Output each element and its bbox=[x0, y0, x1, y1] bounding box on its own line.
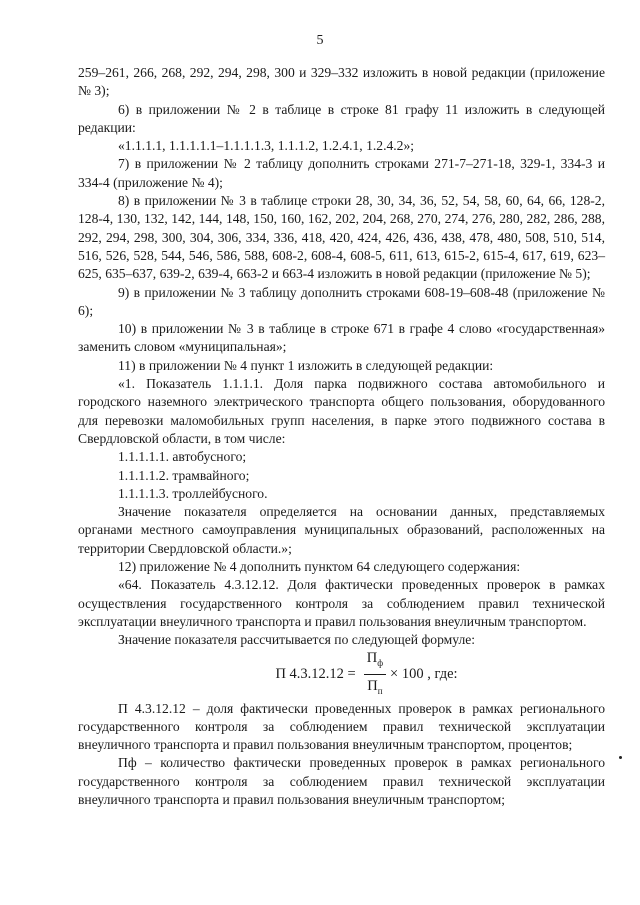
paragraph-indicator-1: «1. Показатель 1.1.1.1. Доля парка подвижного состава автомобильного и городского наземного электрического транспорта общего пользования, оборудованного для перевозки маломобильных групп населения, в парке этого подвижного состава в Свердловской области, в том числе: bbox=[78, 376, 605, 446]
numerator-symbol: П bbox=[366, 650, 378, 667]
paragraph-item-6: 6) в приложении № 2 в таблице в строке 81 графу 11 изложить в следующей редакции: bbox=[78, 101, 605, 135]
denominator-symbol: П bbox=[367, 678, 378, 694]
denominator-subscript: п bbox=[377, 685, 383, 696]
paragraph-item-6-quote: «1.1.1.1, 1.1.1.1.1–1.1.1.1.3, 1.1.1.2, 1.2.4.1, 1.2.4.2»; bbox=[118, 138, 415, 154]
formula-numerator bbox=[364, 649, 386, 675]
document-body bbox=[78, 64, 605, 809]
page-number: 5 bbox=[316, 33, 324, 48]
definition-pf: Пф – количество фактически проведенных проверок в рамках регионального государственного контроля за соблюдением правил технической эксплуатации внеуличного транспорта и правил пользования внеуличным транспортом; bbox=[78, 755, 605, 807]
list-item-tram: 1.1.1.1.2. трамвайного; bbox=[118, 467, 250, 483]
paragraph-item-8: 8) в приложении № 3 в таблице строки 28, 30, 34, 36, 52, 54, 58, 60, 64, 66, 128-2, 128-4, 130, 132, 142, 144, 148, 150, 160, 162, 202, 204, 268, 270, 274, 276, 280, 282, 286, 288, 292, 294, 298, 300, 304, 306, 334, 336, 418, 420, 424, 426, 436, 438, 478, 480, 508, 510, 514, 516, 526, 528, 544, 546, 586, 588, 608-2, 608-4, 608-5, 611, 613, 615-2, 615-4, 617, 619, 623–625, 635–637, 639-2, 639-4, 663-2 и 663-4 изложить в новой редакции (приложение № 5); bbox=[78, 193, 605, 282]
formula-denominator bbox=[364, 675, 385, 700]
paragraph-continuation: 259–261, 266, 268, 292, 294, 298, 300 и 329–332 изложить в новой редакции (приложение № 3); bbox=[78, 65, 605, 99]
paragraph-item-12: 12) приложение № 4 дополнить пунктом 64 следующего содержания: bbox=[118, 559, 521, 575]
formula bbox=[128, 650, 605, 700]
list-item-trolleybus: 1.1.1.1.3. троллейбусного. bbox=[118, 485, 268, 501]
scan-speck bbox=[619, 756, 622, 759]
paragraph-formula-intro: Значение показателя рассчитывается по следующей формуле: bbox=[118, 632, 476, 648]
formula-lhs: П 4.3.12.12 = bbox=[275, 666, 356, 683]
paragraph-item-9: 9) в приложении № 3 таблицу дополнить строками 608-19–608-48 (приложение № 6); bbox=[78, 284, 605, 318]
definition-indicator: П 4.3.12.12 – доля фактически проведенных проверок в рамках регионального государственного контроля за соблюдением правил технической эксплуатации внеуличного транспорта и правил пользования внеуличным транспортом, процентов; bbox=[78, 700, 605, 753]
paragraph-indicator-64: «64. Показатель 4.3.12.12. Доля фактически проведенных проверок в рамках осуществления государственного контроля за соблюдением правил технической эксплуатации внеуличного транспорта и правил пользования внеуличным транспортом. bbox=[78, 577, 605, 629]
paragraph-item-7: 7) в приложении № 2 таблицу дополнить строками 271-7–271-18, 329-1, 334-3 и 334-4 (приложение № 4); bbox=[78, 156, 605, 190]
list-item-bus: 1.1.1.1.1. автобусного; bbox=[118, 449, 247, 465]
formula-fraction bbox=[364, 649, 386, 700]
paragraph-indicator-value: Значение показателя определяется на основании данных, представляемых органами местного самоуправления муниципальных образований, расположенных на территории Свердловской области.»; bbox=[78, 504, 605, 556]
paragraph-item-11: 11) в приложении № 4 пункт 1 изложить в следующей редакции: bbox=[118, 357, 494, 373]
formula-rhs: × 100 , где: bbox=[390, 666, 458, 683]
paragraph-item-10: 10) в приложении № 3 в таблице в строке 671 в графе 4 слово «государственная» заменить словом «муниципальная»; bbox=[78, 321, 605, 355]
numerator-subscript: ф bbox=[377, 658, 384, 668]
